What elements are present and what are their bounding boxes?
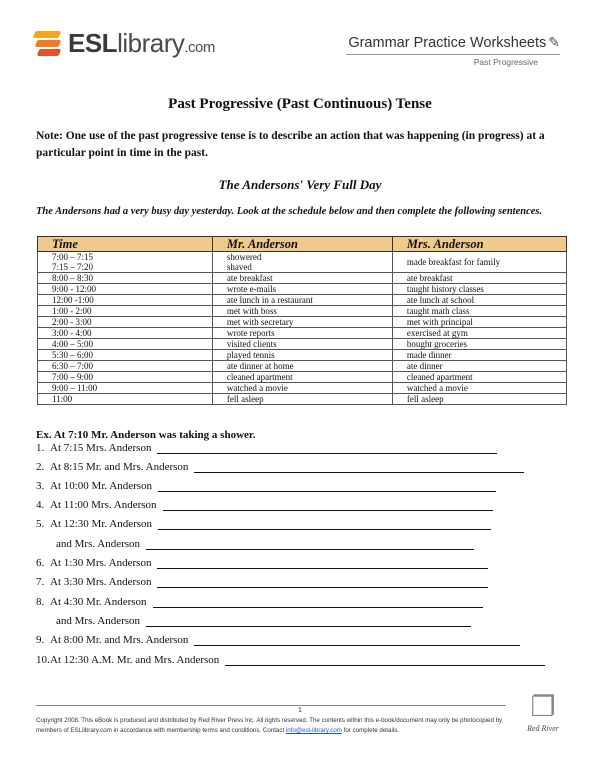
answer-blank[interactable] [153, 597, 483, 608]
mrs-cell: ate dinner [392, 361, 566, 372]
table-header-row [38, 237, 567, 252]
mr-cell: met with boss [212, 306, 392, 317]
mrs-cell: cleaned apartment [392, 372, 566, 383]
question-8 [36, 596, 483, 608]
logo-wordmark: ESLlibrary.com [68, 28, 215, 58]
question-1 [36, 442, 497, 454]
question-number: 9. [36, 634, 45, 646]
mr-cell: ate breakfast [212, 273, 392, 284]
question-prompt: and Mrs. Anderson [56, 538, 141, 550]
header-divider [346, 54, 560, 55]
time-cell: 5:30 – 6:00 [38, 350, 213, 361]
table-row [38, 273, 567, 284]
time-cell: 3:00 - 4:00 [38, 328, 213, 339]
mrs-cell: fell asleep [392, 394, 566, 405]
question-prompt: At 7:15 Mrs. Anderson [50, 442, 152, 454]
worksheet-topic: Past Progressive [473, 57, 538, 67]
question-8-continued [56, 615, 471, 627]
instructions: The Andersons had a very busy day yesterday. Look at the schedule below and then complete the following sentences. [36, 206, 543, 217]
time-cell: 4:00 – 5:00 [38, 339, 213, 350]
column-header-time: Time [38, 237, 213, 252]
question-number: 10. [36, 654, 50, 666]
time-cell: 12:00 -1:00 [38, 295, 213, 306]
answer-blank[interactable] [146, 539, 474, 550]
mrs-cell: watched a movie [392, 383, 566, 394]
answer-blank[interactable] [194, 635, 520, 646]
page-number: 1 [298, 707, 302, 714]
time-cell: 11:00 [38, 394, 213, 405]
mr-cell: watched a movie [212, 383, 392, 394]
mr-cell: ate lunch in a restaurant [212, 295, 392, 306]
worksheet-series-title: Grammar Practice Worksheets ✎ [348, 34, 560, 51]
table-row [38, 284, 567, 295]
footer-divider [36, 705, 506, 706]
question-prompt: and Mrs. Anderson [56, 615, 141, 627]
question-number: 2. [36, 461, 45, 473]
question-number: 7. [36, 576, 45, 588]
time-cell: 2:00 - 3:00 [38, 317, 213, 328]
table-row [38, 394, 567, 405]
question-number: 5. [36, 518, 45, 530]
schedule-table [37, 236, 567, 405]
table-row [38, 383, 567, 394]
question-7 [36, 576, 488, 588]
mrs-cell: ate lunch at school [392, 295, 566, 306]
column-header-mrs: Mrs. Anderson [392, 237, 566, 252]
question-prompt: At 11:00 Mrs. Anderson [50, 499, 157, 511]
question-prompt: At 12:30 Mr. Anderson [50, 518, 153, 530]
section-subtitle: The Andersons' Very Full Day [218, 177, 382, 192]
question-prompt: At 10:00 Mr. Anderson [50, 480, 153, 492]
mr-cell: visited clients [212, 339, 392, 350]
table-row [38, 361, 567, 372]
mr-cell: wrote reports [212, 328, 392, 339]
table-row [38, 372, 567, 383]
answer-blank[interactable] [225, 655, 545, 666]
mrs-cell: ate breakfast [392, 273, 566, 284]
question-5-continued [56, 538, 474, 550]
esl-library-logo [34, 28, 215, 59]
mrs-cell: taught history classes [392, 284, 566, 295]
time-cell: 7:00 – 9:00 [38, 372, 213, 383]
mrs-cell: made dinner [392, 350, 566, 361]
mr-cell: met with secretary [212, 317, 392, 328]
question-prompt: At 4:30 Mr. Anderson [50, 596, 147, 608]
pencil-icon: ✎ [548, 34, 560, 50]
time-cell: 6:30 – 7:00 [38, 361, 213, 372]
table-row [38, 350, 567, 361]
table-row [38, 252, 567, 273]
time-cell: 1:00 - 2:00 [38, 306, 213, 317]
question-prompt: At 1:30 Mrs. Anderson [50, 557, 152, 569]
mr-cell: played tennis [212, 350, 392, 361]
question-number: 8. [36, 596, 45, 608]
question-10 [36, 654, 545, 666]
table-row [38, 306, 567, 317]
copyright-notice: Copyright 2008. This eBook is produced and distributed by Red River Press Inc. All rights reserved. The contents within this e-book/document may only be photocopied by members of ESLlibrary.com in accordance with membership terms and conditions. Contact info@esl-library.com for complete details. [36, 717, 503, 734]
question-prompt: At 3:30 Mrs. Anderson [50, 576, 152, 588]
question-number: 6. [36, 557, 45, 569]
answer-blank[interactable] [158, 519, 491, 530]
time-cell: 7:00 – 7:15 7:15 – 7:20 [38, 252, 213, 273]
question-number: 1. [36, 442, 45, 454]
question-3 [36, 480, 496, 492]
answer-blank[interactable] [194, 462, 524, 473]
answer-blank[interactable] [157, 577, 488, 588]
table-row [38, 328, 567, 339]
mr-cell: fell asleep [212, 394, 392, 405]
time-cell: 8:00 – 8:30 [38, 273, 213, 284]
question-prompt: At 8:00 Mr. and Mrs. Anderson [50, 634, 189, 646]
mrs-cell: bought groceries [392, 339, 566, 350]
publisher-name: Red River [527, 724, 559, 733]
answer-blank[interactable] [163, 500, 493, 511]
question-prompt: At 12:30 A.M. Mr. and Mrs. Anderson [50, 654, 220, 666]
mrs-cell: made breakfast for family [392, 252, 566, 273]
grammar-note: Note: One use of the past progressive tense is to describe an action that was happening (in progress) at a particular point in time in the past. [36, 130, 545, 159]
table-row [38, 295, 567, 306]
question-5 [36, 518, 491, 530]
question-number: 3. [36, 480, 45, 492]
book-icon: ❐ [530, 692, 556, 723]
question-9 [36, 634, 520, 646]
contact-email-link[interactable]: info@esl-library.com [285, 727, 342, 734]
time-cell: 9:00 - 12:00 [38, 284, 213, 295]
answer-blank[interactable] [157, 558, 488, 569]
mrs-cell: met with principal [392, 317, 566, 328]
question-number: 4. [36, 499, 45, 511]
table-row [38, 339, 567, 350]
column-header-mr: Mr. Anderson [212, 237, 392, 252]
page-header [0, 0, 600, 80]
table-row [38, 317, 567, 328]
question-6 [36, 557, 488, 569]
answer-blank[interactable] [158, 481, 496, 492]
question-2 [36, 461, 524, 473]
question-4 [36, 499, 493, 511]
mrs-cell: taught math class [392, 306, 566, 317]
answer-blank[interactable] [146, 616, 471, 627]
mr-cell: showered shaved [212, 252, 392, 273]
answer-blank[interactable] [157, 443, 497, 454]
red-river-logo [520, 692, 566, 748]
mr-cell: ate dinner at home [212, 361, 392, 372]
logo-stripes-icon [34, 29, 64, 59]
question-prompt: At 8:15 Mr. and Mrs. Anderson [50, 461, 189, 473]
mrs-cell: exercised at gym [392, 328, 566, 339]
page-title: Past Progressive (Past Continuous) Tense [168, 96, 432, 112]
mr-cell: cleaned apartment [212, 372, 392, 383]
mr-cell: wrote e-mails [212, 284, 392, 295]
time-cell: 9:00 – 11:00 [38, 383, 213, 394]
example-sentence: Ex. At 7:10 Mr. Anderson was taking a shower. [36, 429, 256, 441]
